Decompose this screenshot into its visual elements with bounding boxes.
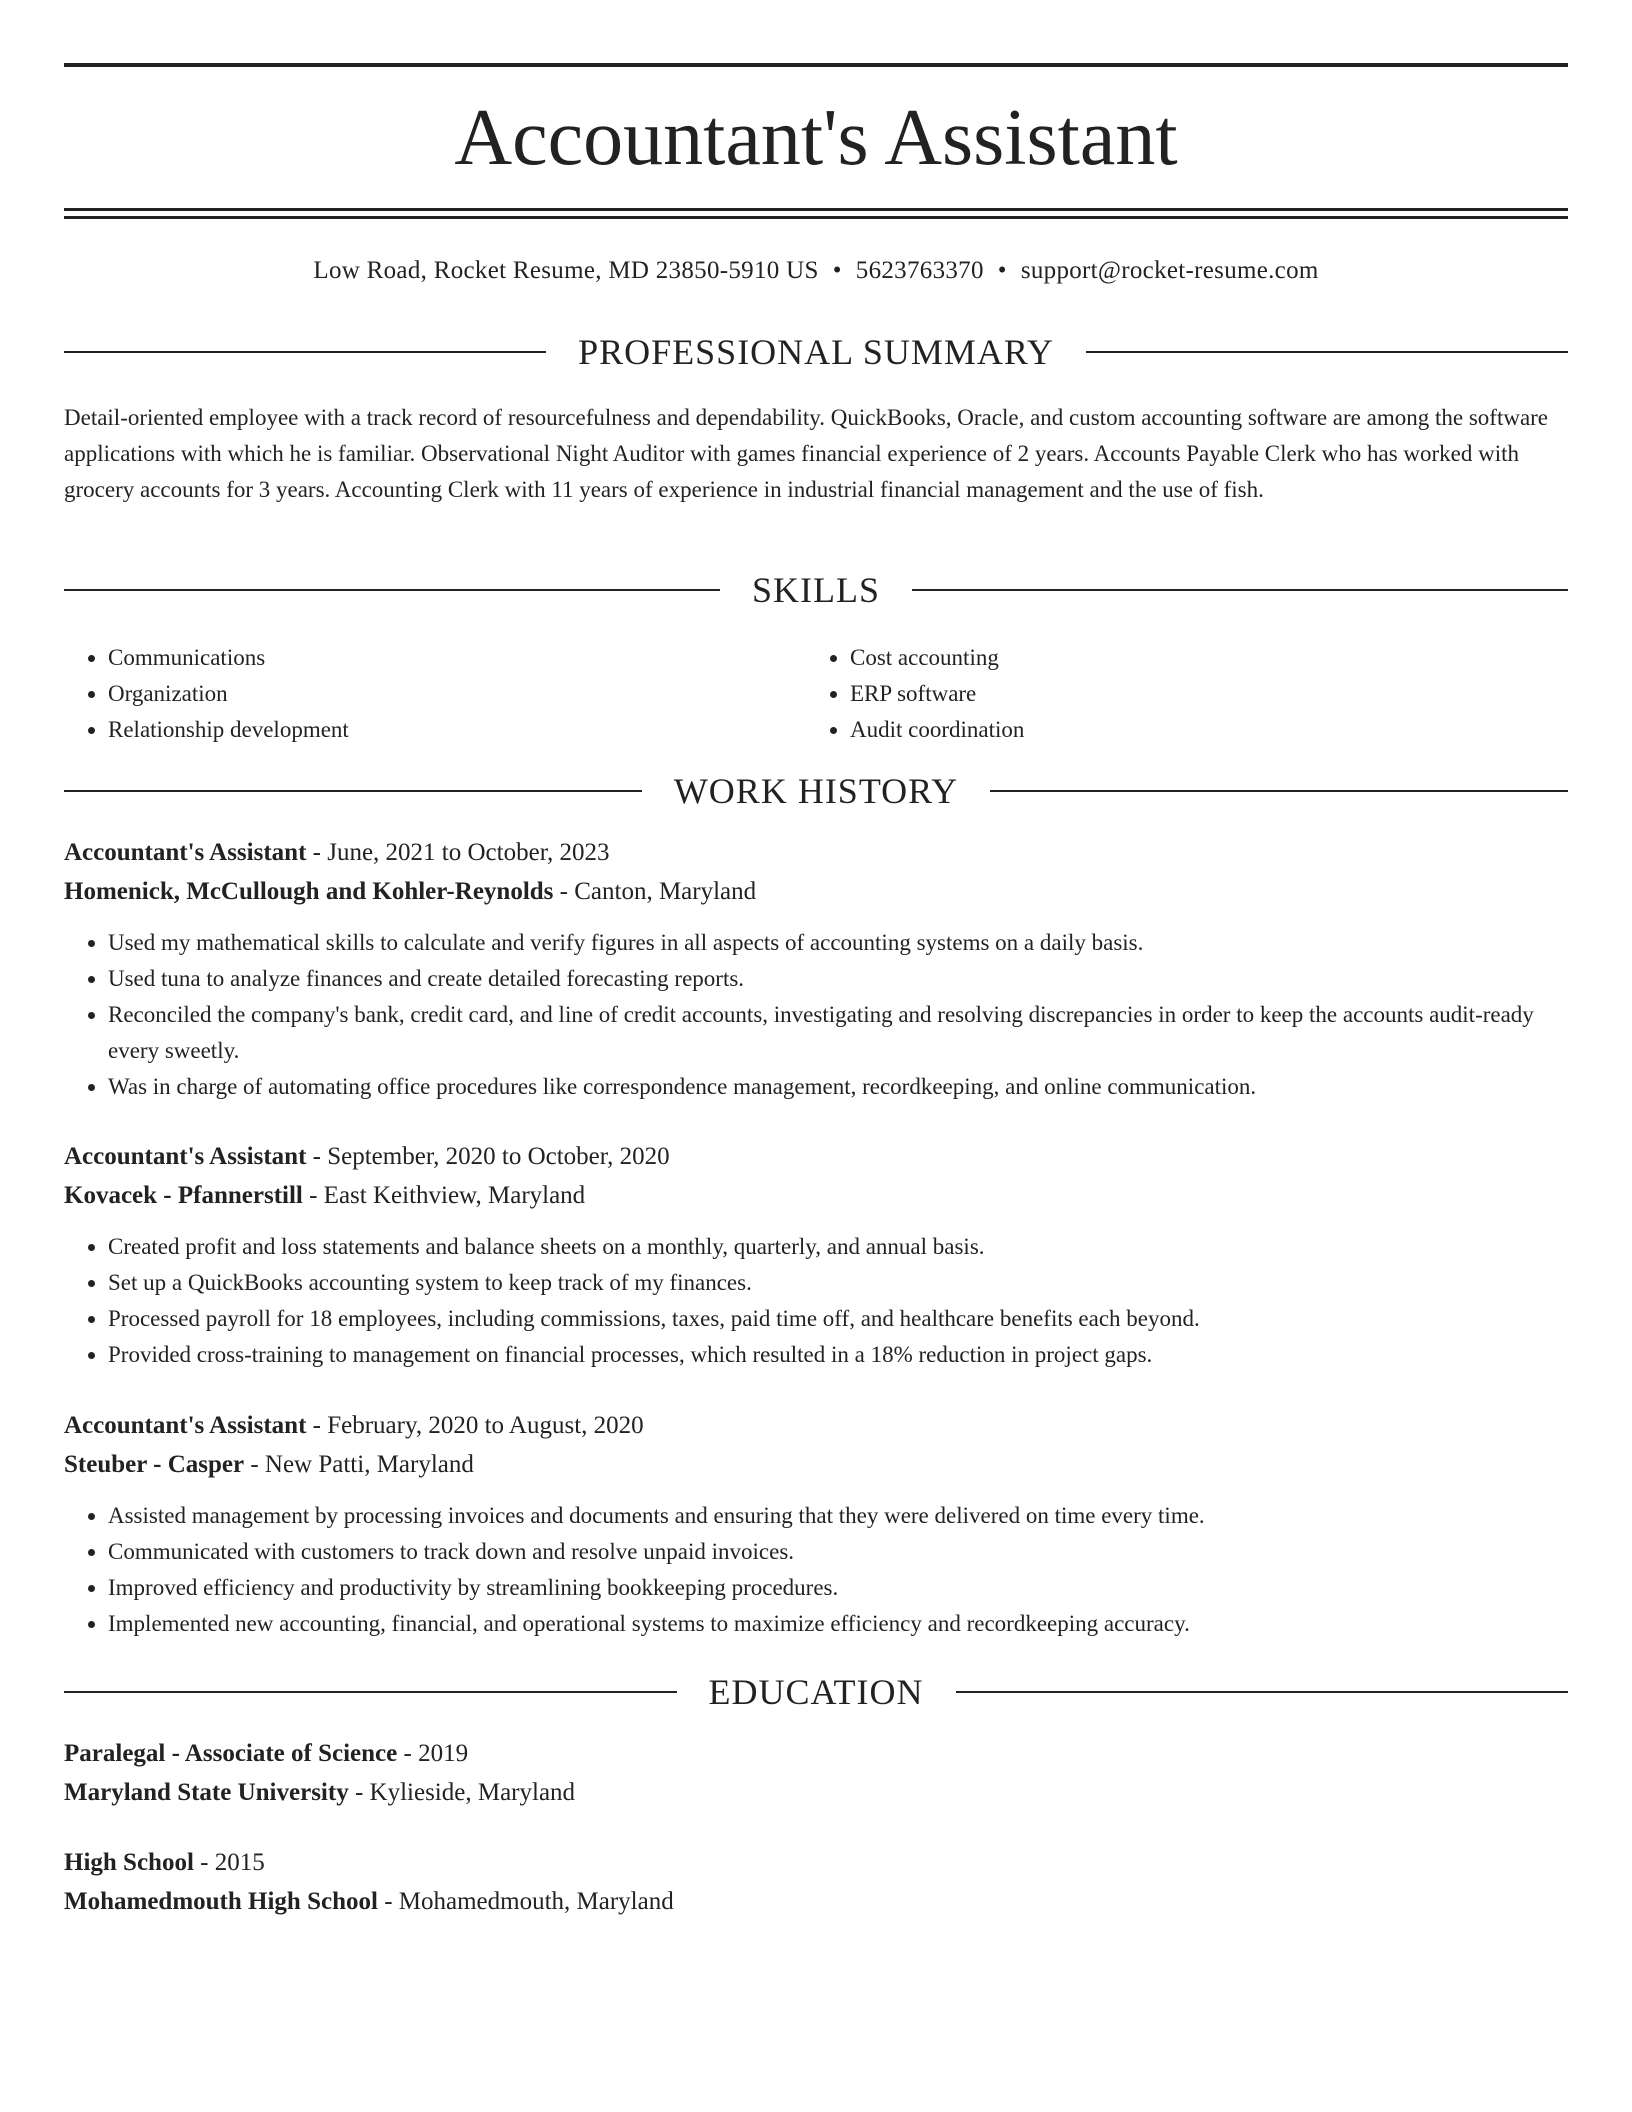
job-title-line (64, 1137, 1568, 1176)
job-bullet: • Communicated with customers to track down and resolve unpaid invoices. (108, 1534, 1568, 1570)
job-bullet: • Assisted management by processing invoices and documents and ensuring that they were delivered on time every time. (108, 1498, 1568, 1534)
job-location: - New Patti, Maryland (250, 1451, 474, 1478)
section-title: WORK HISTORY (673, 771, 959, 811)
section-rule (956, 1691, 1569, 1693)
job-location: - East Keithview, Maryland (309, 1182, 586, 1209)
skill-item: • ERP software (850, 676, 1024, 712)
education-year: - 2015 (200, 1849, 265, 1876)
job-company-line (64, 1445, 1568, 1484)
job-company-line (64, 1176, 1568, 1215)
job-bullets (64, 1498, 1568, 1642)
contact-email: support@rocket-resume.com (1020, 257, 1319, 284)
section-rule (1086, 351, 1568, 353)
section-header-skills (64, 568, 1568, 612)
education-location: - Mohamedmouth, Maryland (384, 1888, 674, 1915)
job-dates: - June, 2021 to October, 2023 (312, 839, 610, 866)
education-degree-line (64, 1734, 1568, 1773)
contact-separator: • (997, 257, 1007, 284)
contact-phone: 5623763370 (855, 257, 984, 284)
header-top-rule (64, 63, 1568, 67)
education-entry (64, 1843, 1568, 1921)
contact-address: Low Road, Rocket Resume, MD 23850-5910 US (313, 257, 819, 284)
job-bullet: • Reconciled the company's bank, credit card, and line of credit accounts, investigating and resolving discrepancies in order to keep the accounts audit-ready every sweetly. (108, 997, 1568, 1069)
section-title: EDUCATION (708, 1672, 924, 1712)
job-bullet: • Improved efficiency and productivity by streamlining bookkeeping procedures. (108, 1570, 1568, 1606)
job-dates: - February, 2020 to August, 2020 (312, 1412, 644, 1439)
job-dates: - September, 2020 to October, 2020 (312, 1143, 670, 1170)
section-rule (64, 589, 720, 591)
education-year: - 2019 (403, 1740, 469, 1767)
education-entry (64, 1734, 1568, 1812)
job-location: - Canton, Maryland (559, 878, 757, 905)
education-school: Maryland State University (64, 1779, 349, 1806)
job-entry (64, 833, 1568, 1105)
skills-list-left (64, 640, 349, 748)
candidate-name: Accountant's Assistant (454, 94, 1178, 182)
skills-list-right (806, 640, 1024, 748)
education-location: - Kylieside, Maryland (354, 1779, 576, 1806)
job-bullet: • Implemented new accounting, financial, and operational systems to maximize efficiency and recordkeeping accuracy. (108, 1606, 1568, 1642)
job-bullet: • Used my mathematical skills to calculate and verify figures in all aspects of accounting systems on a daily basis. (108, 925, 1568, 961)
section-header-education (64, 1670, 1568, 1714)
section-header-work (64, 769, 1568, 813)
job-company: Steuber - Casper (64, 1451, 245, 1478)
job-company: Homenick, McCullough and Kohler-Reynolds (64, 878, 554, 905)
education-school-line (64, 1773, 1568, 1812)
job-bullet: • Was in charge of automating office procedures like correspondence management, recordkeeping, and online communication. (108, 1069, 1568, 1105)
section-rule (912, 589, 1568, 591)
education-school-line (64, 1882, 1568, 1921)
contact-separator: • (832, 257, 842, 284)
section-header-summary (64, 330, 1568, 374)
job-title-line (64, 1406, 1568, 1445)
job-title: Accountant's Assistant (64, 1412, 307, 1439)
job-bullets (64, 925, 1568, 1105)
section-rule (64, 790, 642, 792)
section-title: PROFESSIONAL SUMMARY (578, 332, 1054, 372)
education-school: Mohamedmouth High School (64, 1888, 378, 1915)
education-degree: Paralegal - Associate of Science (64, 1740, 398, 1767)
job-title-line (64, 833, 1568, 872)
job-entry (64, 1137, 1568, 1373)
job-bullet: • Created profit and loss statements and balance sheets on a monthly, quarterly, and annual basis. (108, 1229, 1568, 1265)
contact-line (64, 255, 1568, 287)
header-divider-upper (64, 208, 1568, 211)
skill-item: • Audit coordination (850, 712, 1024, 748)
section-rule (990, 790, 1568, 792)
education-degree-line (64, 1843, 1568, 1882)
skill-item: • Organization (108, 676, 349, 712)
skill-item: • Communications (108, 640, 349, 676)
job-bullet: • Provided cross-training to management on financial processes, which resulted in a 18% reduction in project gaps. (108, 1337, 1568, 1373)
job-bullet: • Processed payroll for 18 employees, including commissions, taxes, paid time off, and healthcare benefits each beyond. (108, 1301, 1568, 1337)
job-bullet: • Used tuna to analyze finances and create detailed forecasting reports. (108, 961, 1568, 997)
job-company-line (64, 872, 1568, 911)
skill-item: • Relationship development (108, 712, 349, 748)
header-divider-lower (64, 216, 1568, 219)
education-degree: High School (64, 1849, 194, 1876)
section-title: SKILLS (752, 570, 881, 610)
job-title: Accountant's Assistant (64, 1143, 307, 1170)
job-bullets (64, 1229, 1568, 1373)
job-bullet: • Set up a QuickBooks accounting system to keep track of my finances. (108, 1265, 1568, 1301)
section-rule (64, 1691, 677, 1693)
job-company: Kovacek - Pfannerstill (64, 1182, 303, 1209)
skill-item: • Cost accounting (850, 640, 1024, 676)
section-rule (64, 351, 546, 353)
job-entry (64, 1406, 1568, 1642)
summary-text: Detail-oriented employee with a track record of resourcefulness and dependability. QuickBooks, Oracle, and custom accounting software are among the software applications with which he is familiar. Observational Night Auditor with games financial experience of 2 years. Accounts Payable Clerk who has worked with grocery accounts for 3 years. Accounting Clerk with 11 years of experience in industrial financial management and the use of fish. (64, 405, 1549, 502)
job-title: Accountant's Assistant (64, 839, 307, 866)
